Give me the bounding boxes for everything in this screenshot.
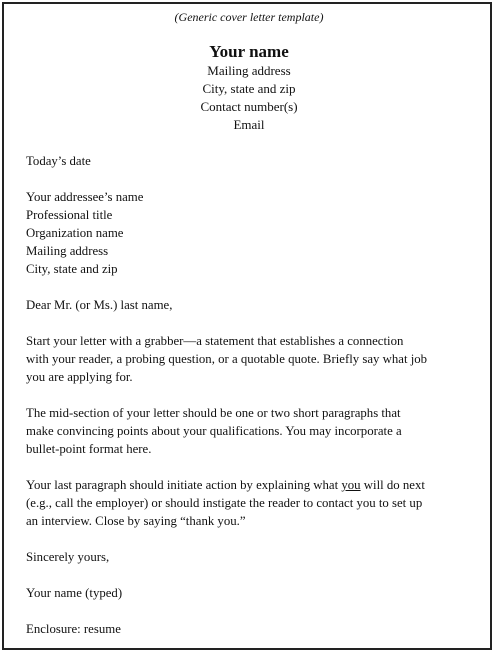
middle-paragraph <box>26 404 476 458</box>
recipient-name: Your addressee’s name <box>26 190 144 204</box>
recipient-block <box>26 188 476 278</box>
recipient-organization: Organization name <box>26 226 124 240</box>
recipient-mailing-address: Mailing address <box>26 244 109 258</box>
closing-paragraph <box>26 476 476 530</box>
cover-letter-document <box>4 4 494 652</box>
paragraph-line: bullet-point format here. <box>26 442 152 456</box>
page-border <box>2 2 492 650</box>
paragraph-line: (e.g., call the employer) or should instigate the reader to contact you to set up <box>26 496 423 510</box>
sender-mailing-address: Mailing address <box>207 63 291 78</box>
template-note: (Generic cover letter template) <box>174 10 324 24</box>
paragraph-line: make convincing points about your qualifications. You may incorporate a <box>26 424 402 438</box>
salutation: Dear Mr. (or Ms.) last name, <box>26 298 173 312</box>
recipient-city-state-zip: City, state and zip <box>26 262 118 276</box>
paragraph-text: will do next <box>360 478 425 492</box>
paragraph-line <box>26 476 476 494</box>
recipient-title: Professional title <box>26 208 113 222</box>
typed-name: Your name (typed) <box>26 586 123 600</box>
sender-name: Your name <box>209 42 289 61</box>
paragraph-text: Your last paragraph should initiate action by explaining what <box>26 478 342 492</box>
paragraph-line: Start your letter with a grabber—a statement that establishes a connection <box>26 334 404 348</box>
sender-contact-number: Contact number(s) <box>200 99 298 114</box>
opening-paragraph <box>26 332 476 386</box>
enclosure: Enclosure: resume <box>26 622 121 636</box>
sender-header <box>4 42 494 134</box>
paragraph-line: an interview. Close by saying “thank you.” <box>26 514 246 528</box>
closing: Sincerely yours, <box>26 550 110 564</box>
paragraph-line: The mid-section of your letter should be one or two short paragraphs that <box>26 406 401 420</box>
paragraph-line: you are applying for. <box>26 370 133 384</box>
letter-date: Today’s date <box>26 154 91 168</box>
sender-email: Email <box>233 117 265 132</box>
sender-city-state-zip: City, state and zip <box>202 81 296 96</box>
paragraph-line: with your reader, a probing question, or a quotable quote. Briefly say what job <box>26 352 428 366</box>
underlined-word: you <box>341 478 361 492</box>
letter-body <box>26 152 476 638</box>
